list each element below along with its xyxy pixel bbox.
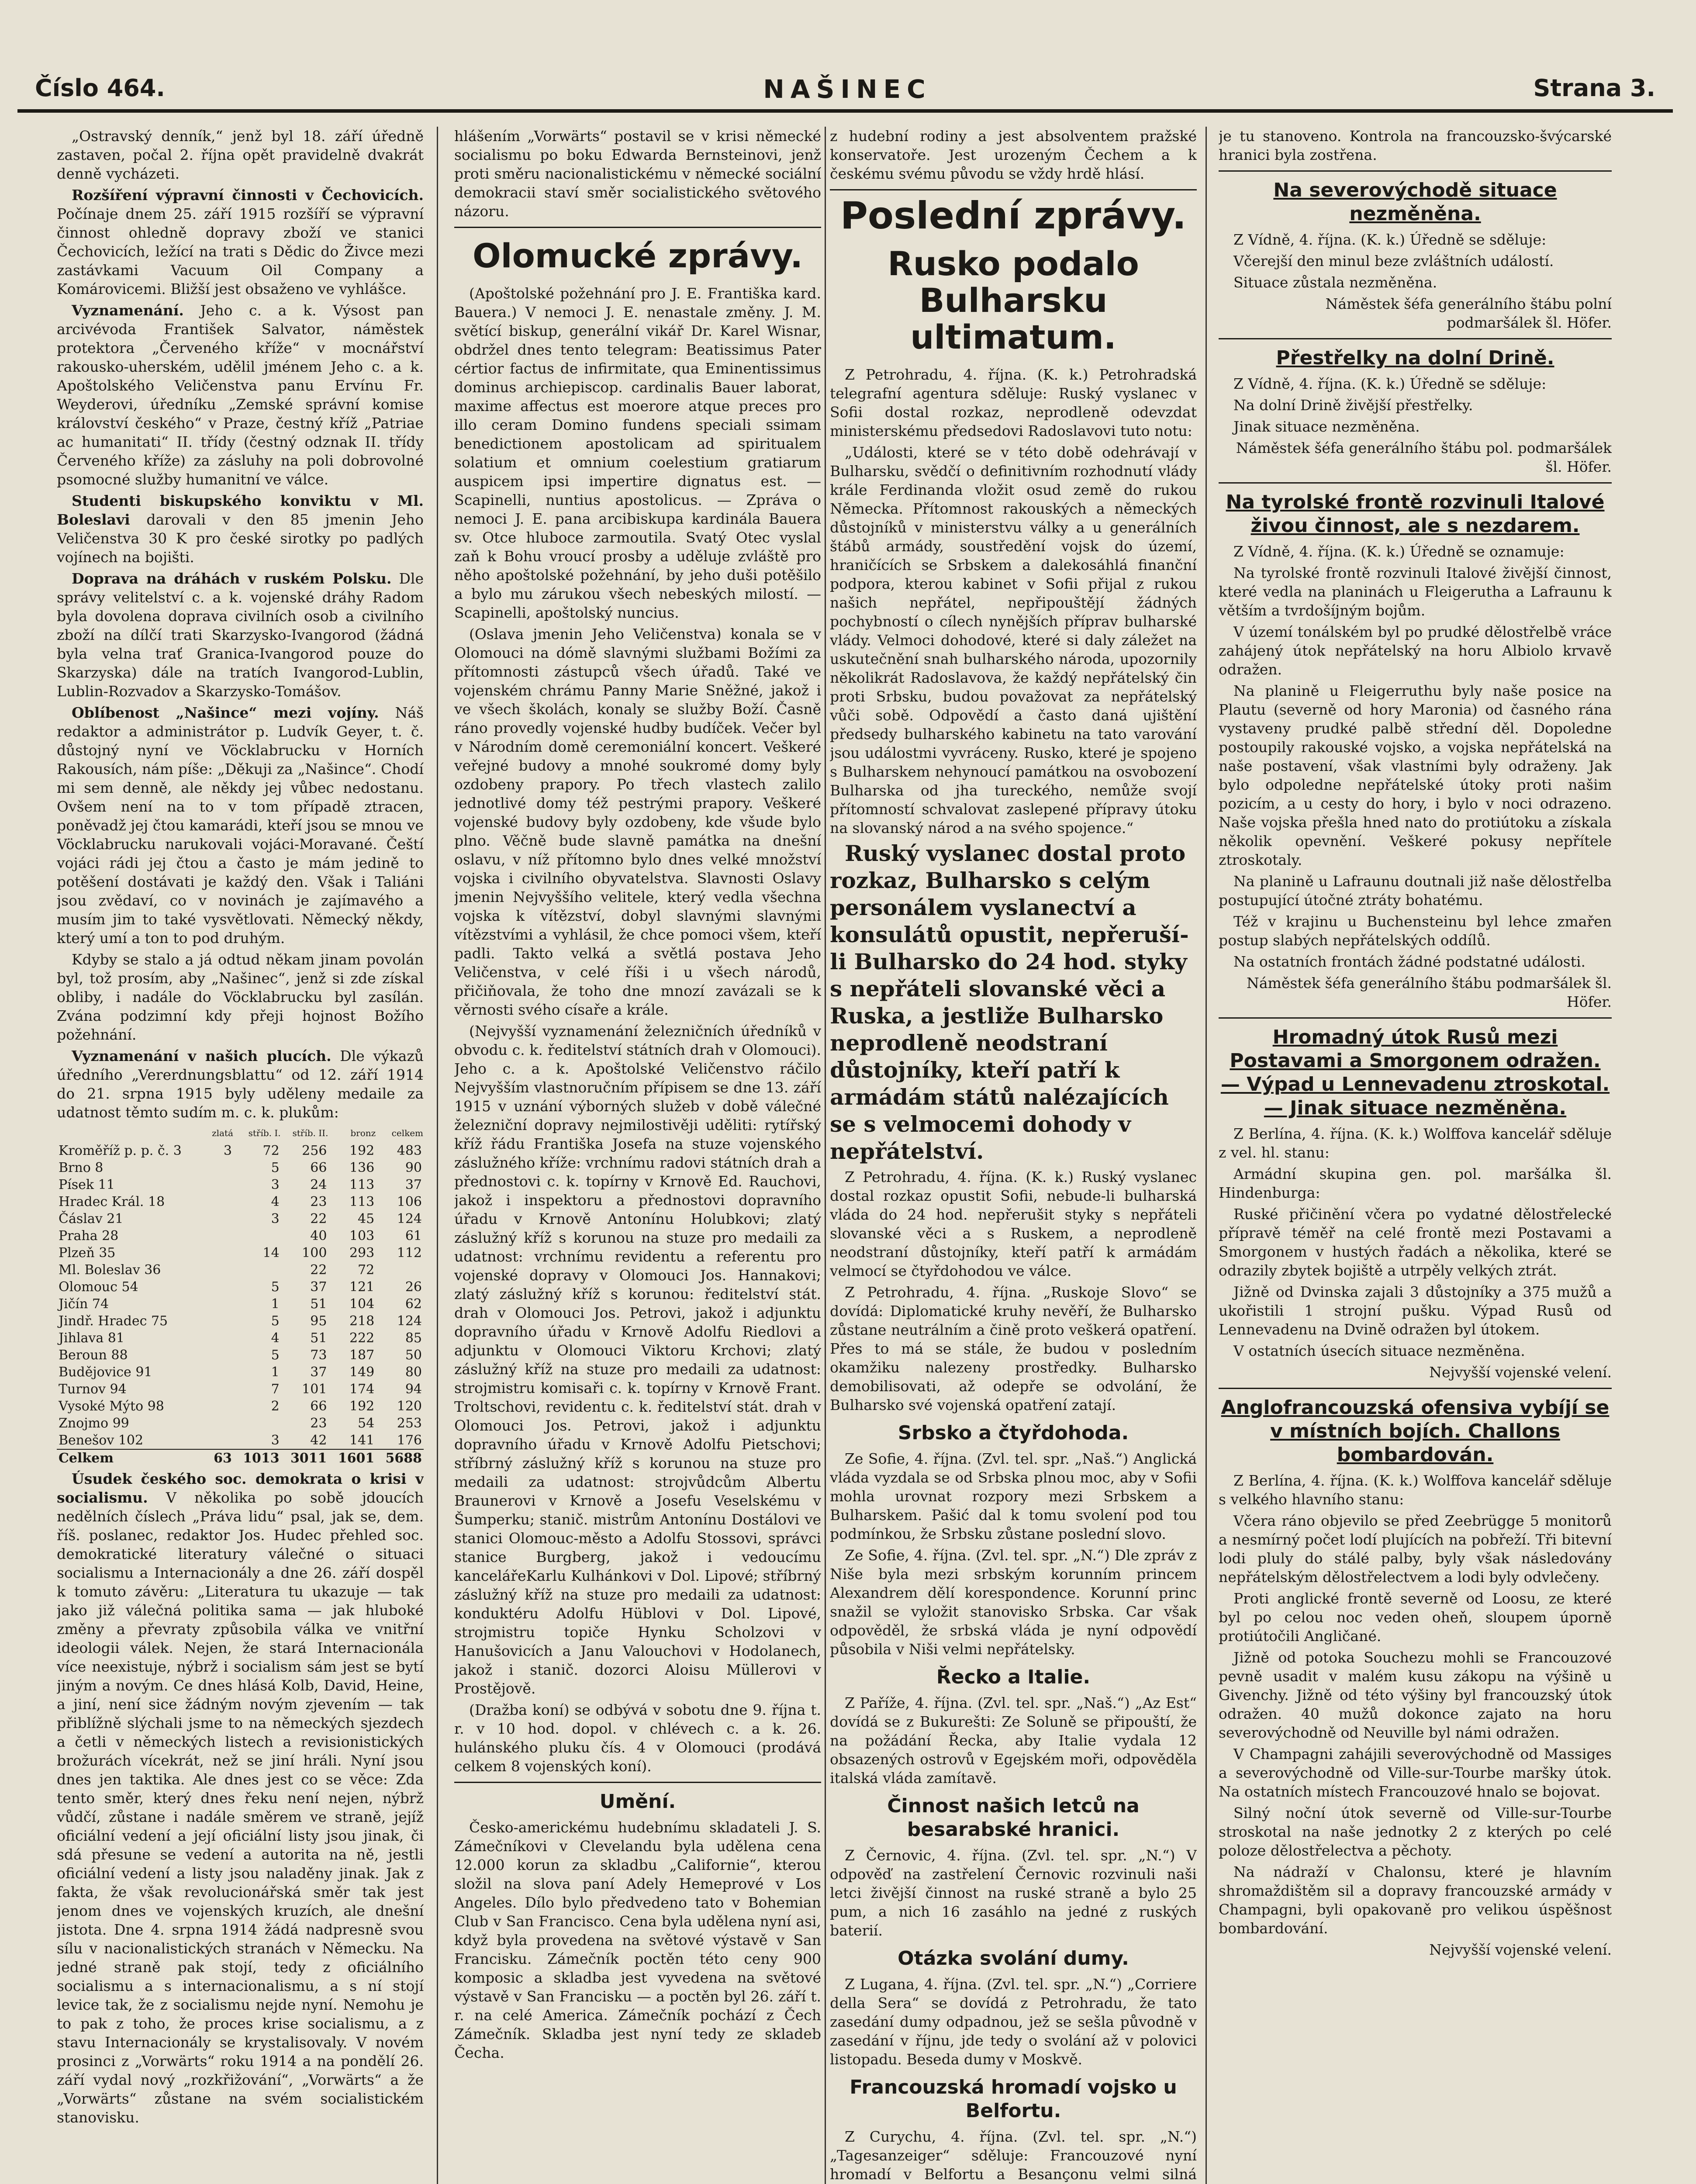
article-nota: „Události, které se v této době odehrávají v Bulharsku, svědčí o definitivním rozhodnutí vlády krále Ferdinanda vložit osud země do rukou Německa. Přítomnost rakouských a německých důstojníků v ministerstvu války a u generálních štábů armády, soustředění vojsk do území, hraničících se Srbskem a dalekosáhlá finanční podpora, kterou kabinet v Sofii přijal z rukou našich nepřátel, nepřipouštějí žádných pochybností o cílech nynějších příprav bulharské vlády. Velmoci dohodové, které si daly záležet na uskutečnění snah bulharského národa, upozornily několikrát Radoslavova, že každý nepřátelský čin proti Srbsku, budou považovat za nepřátelský vůči sobě. Odpovědí a často daná ujištění předsedy bulharského kabinetu na tato varování jsou událostmi vyvráceny. Rusko, které je spojeno s Bulharskem nehynoucí památkou na osvobození Bulharska od jha tureckého, nemůže svojí přítomností schvalovat zaslepené přípravy útoku na slovanský národ a na svého spojence.“ [830, 444, 1197, 836]
table-cell: 218 [349, 1313, 375, 1329]
table-cell: 85 [405, 1330, 422, 1346]
signature: Náměstek šéfa generálního štábu podmaršálek šl. Höfer. [1246, 975, 1612, 1010]
headline-srbsko: Srbsko a čtyřdohoda. [898, 1422, 1129, 1444]
article-heading: Vyznamenání v našich plucích. [72, 1047, 332, 1064]
article-ultimatum-bold: Ruský vyslanec dostal proto rozkaz, Bulharsko s celým personálem vyslanectví a konsulátů opustit, nepřeruší-li Bulharsko do 24 hod. styky s nepřáteli slovanské věci a Ruska, a jestliže Bulharsko neprodleně neodstraní důstojníky, kteří patří k armádám států nalézajících se s velmocemi dohody v nepřátelství. [830, 840, 1189, 1164]
article-cernovice: Z Černovic, 4. října. (Zvl. tel. spr. „N.“) V odpověď na zastřelení Černovic rozvinuli naši letci živější činnost na ruské straně a bylo 25 pum, a nich 16 zasáhlo na jedné z ruských baterií. [830, 1847, 1197, 1939]
section-heading-olomoucke: Olomucké zprávy. [472, 236, 803, 275]
table-cell: 51 [310, 1330, 327, 1346]
divider [1219, 170, 1612, 172]
report-line: Situace zůstala nezměněna. [1233, 274, 1437, 291]
table-cell: Písek 11 [59, 1177, 115, 1192]
table-cell: 187 [349, 1348, 375, 1363]
table-cell: 51 [310, 1296, 327, 1312]
table-cell: 54 [358, 1416, 375, 1431]
table-cell: 5 [271, 1160, 280, 1175]
article-medaile [57, 1047, 424, 1122]
table-cell: 104 [349, 1296, 375, 1312]
table-cell: 192 [349, 1399, 375, 1414]
masthead: NAŠINEC [763, 74, 932, 104]
divider [1219, 1017, 1612, 1019]
col-header [57, 1124, 207, 1142]
article-body: Dle výkazů úředního „Vererdnungsblattu“ od 12. září 1914 do 21. srpna 1915 byly uděleny medaile za udatnost těmto sudím m. c. k. plukům: [57, 1047, 424, 1121]
table-cell: 103 [349, 1228, 375, 1244]
table-cell: 120 [397, 1399, 422, 1414]
report-line: V Champagni zahájili severovýchodně od Massiges a severovýchodně od Ville-sur-Tourbe maršky útok. Na ostatních místech Francouzové hnalo se bojovat. [1219, 1745, 1612, 1800]
table-row [57, 1313, 424, 1330]
signature: Nejvyšší vojenské velení. [1429, 1364, 1612, 1381]
section-heading-posledni: Poslední zprávy. [840, 194, 1187, 238]
table-cell: 3 [223, 1143, 232, 1158]
report-line: Též v krajinu u Buchensteinu byl lehce zmařen postup slabých nepřátelských oddílů. [1219, 913, 1612, 949]
report-line: Jinak situace nezměněna. [1233, 418, 1420, 435]
table-cell: 149 [349, 1365, 375, 1380]
col-header: bronz [350, 1128, 376, 1138]
page-header [17, 66, 1673, 113]
article-cechovice [57, 186, 424, 298]
table-cell [207, 1210, 234, 1227]
table-row [57, 1210, 424, 1227]
table-cell: 26 [405, 1279, 422, 1295]
table-cell: 50 [405, 1348, 422, 1363]
table-cell: Jindř. Hradec 75 [59, 1313, 168, 1329]
headline-recko: Řecko a Italie. [936, 1666, 1091, 1688]
report-line: V ostatních úsecích situace nezměněna. [1233, 1342, 1525, 1359]
table-cell: Budějovice 91 [59, 1365, 152, 1380]
report-line: Jižně od potoka Souchezu mohli se Francouzové pevně usadit v malém kusu zákopu na výšině u Givenchy. Jižně od této výšiny byl francouzský útok odražen. 40 mužů dokonce zajato na horu severovýchodně od Neuville byl námi odražen. [1219, 1649, 1612, 1741]
table-cell: 66 [310, 1160, 327, 1175]
table-cell: Kroměříž p. p. č. 3 [59, 1143, 182, 1158]
table-cell: Vysoké Mýto 98 [59, 1399, 164, 1414]
headline-anglofrancouzska: Anglofrancouzská ofensiva vybíjí se v místních bojích. Challons bombardován. [1221, 1396, 1610, 1466]
column-3 [830, 127, 1197, 2184]
article-heading: Oblíbenost „Našince“ mezi vojíny. [72, 704, 379, 721]
headline-rusko: Rusko podalo Bulharsku ultimatum. [888, 244, 1139, 356]
table-row [57, 1330, 424, 1347]
article-ostravsky: „Ostravský denník,“ jenž byl 18. září úředně zastaven, počal 2. října opět pravidelně dvakrát denně vycházeti. [57, 128, 424, 182]
report-line: Armádní skupina gen. pol. maršálka šl. Hindenburga: [1219, 1165, 1612, 1201]
article-curych: Z Curychu, 4. října. (Zvl. tel. spr. „N.“) „Tagesanzeiger“ sděluje: Francouzové nyní hromadí v Belfortu a Besançonu velmi silná [830, 2128, 1197, 2183]
article-vyznamenani [57, 301, 424, 489]
article-body: darovali v den 85 jmenin Jeho Veličenstva 30 K pro české sirotky po padlých vojínech na bojišti. [57, 511, 424, 566]
table-cell: 176 [397, 1433, 422, 1448]
column-divider [437, 127, 438, 2184]
report-line: Na planině u Fleigerruthu byly naše posice na Plautu (severně od hory Maronia) od časného rána vystaveny prudké palbě střední děl. Dopoledne postoupily rakouské vojsko, a vojska nepřátelská na naše postavení, však vlastními byly odraženy. Jak bylo odpoledne nepřátelské útoky proti našim pozicím, a u cesty do hory, i bylo v noci odrazeno. Naše vojska přešla hned nato do protiútoku a získala několik opevnění. Veškeré pokusy nepřítele ztroskotaly. [1219, 682, 1612, 868]
table-cell: 63 [207, 1449, 234, 1467]
table-cell: 101 [302, 1382, 327, 1397]
table-cell: 1601 [328, 1449, 376, 1467]
table-cell: 3 [271, 1433, 280, 1448]
article-heading: Doprava na dráhách v ruském Polsku. [72, 570, 392, 587]
table-cell: 253 [397, 1416, 422, 1431]
article-petrohrad-1: Z Petrohradu, 4. října. (K. k.) Petrohradská telegrafní agentura sděluje: Ruský vyslanec v Sofii dostal rozkaz, neprodleně odevzdat ministerskému předsedovi Radoslavovi tuto notu: [830, 366, 1197, 439]
table-cell: 1 [271, 1365, 280, 1380]
article-heading: Úsudek českého soc. demokrata o krisi v socialismu. [57, 1470, 424, 1506]
signature: Náměstek šéfa generálního štábu pol. podmaršálek šl. Höfer. [1236, 439, 1612, 475]
article-body: Náš redaktor a administrátor p. Ludvík Geyer, t. č. důstojný nyní ve Vöcklabrucku v Horních Rakousích, nám píše: „Děkuji za „Našince“. Chodí mi sem denně, ale někdy jej vůbec nedostanu. Ovšem není na to v tom případě ztracen, poněvadž jej čtou kamarádi, kteří jsou se mnou ve Vöcklabrucku narukovali vojáci-Moravané. Čeští vojáci rádi jej čtou a často je mám jedině to potěšení dostávati je každý den. Však i Taliáni jsou zvědaví, co v novinách je zajímavého a musím jim to také vysvětlovati. Německý někdy, který umí a ton to pod druhým. [57, 704, 424, 947]
divider [830, 189, 1197, 190]
table-cell: 72 [263, 1143, 280, 1158]
article-lugano: Z Lugana, 4. října. (Zvl. tel. spr. „N.“) „Corriere della Sera“ se dovídá z Petrohradu, že tato zasedání dumy odpadnou, jež se sešla původně v zasedání v říjnu, jde tedy o svolání až v polovici listopadu. Beseda dumy v Moskvě. [830, 1976, 1197, 2068]
divider [1219, 482, 1612, 484]
table-cell: Jihlava 81 [59, 1330, 124, 1346]
table-cell: 483 [397, 1143, 422, 1158]
article-studenti [57, 491, 424, 567]
signature: Náměstek šéfa generálního štábu polní podmaršálek šl. Höfer. [1325, 295, 1612, 331]
table-cell: 100 [302, 1245, 327, 1261]
table-cell: 1 [271, 1296, 280, 1312]
report-line: Na planině u Lafraunu doutnali již naše dělostřelba postupující útočné ztráty bohatému. [1219, 873, 1612, 909]
table-cell: 23 [310, 1194, 327, 1209]
col-header: stříb. I. [248, 1128, 281, 1138]
table-cell: 106 [397, 1194, 422, 1209]
table-cell [234, 1227, 281, 1244]
headline-hromadny: Hromadný útok Rusů mezi Postavami a Smorgonem odražen. — Výpad u Lennevadenu ztroskotal. — Jinak situace nezměněna. [1220, 1026, 1610, 1119]
signature: Nejvyšší vojenské velení. [1429, 1941, 1612, 1958]
table-cell: 37 [405, 1177, 422, 1192]
table-cell: 2 [271, 1399, 280, 1414]
article-sofie-2: Ze Sofie, 4. října. (Zvl. tel. spr. „N.“) Dle zpráv z Niše byla mezi srbským korunním princem Alexandrem dělí korespondence. Korunní princ snažil se vyložit stanovisko Srbska. Car však odpověděl, že srbská vláda je nyní odpovědí působila v Niši velmi nepřátelsky. [830, 1547, 1197, 1658]
table-row [57, 1347, 424, 1364]
report-line: Proti anglické frontě severně od Loosu, ze které byl po celou noc veden oheň, sloupem úporně protiútočili Angličané. [1219, 1590, 1612, 1645]
article-doprava [57, 569, 424, 701]
table-cell [207, 1381, 234, 1398]
table-row [57, 1244, 424, 1261]
table-row [57, 1381, 424, 1398]
table-row [57, 1159, 424, 1176]
headline-letci: Činnost našich letců na besarabské hranici. [887, 1795, 1140, 1841]
table-cell [207, 1279, 234, 1296]
table-cell [207, 1261, 234, 1279]
table-cell: 222 [349, 1330, 375, 1346]
article-heading: Vyznamenání. [72, 302, 184, 319]
table-cell: 61 [405, 1228, 422, 1244]
table-cell: 5 [271, 1313, 280, 1329]
table-cell: 3 [271, 1177, 280, 1192]
medal-table-header [57, 1124, 424, 1142]
table-cell: 113 [349, 1177, 375, 1192]
table-row [57, 1398, 424, 1415]
article-petrohrad-2: Z Petrohradu, 4. října. (K. k.) Ruský vyslanec dostal rozkaz opustit Sofii, nebude-li bulharská vláda do 24 hod. nepřerušit styky s nepřáteli slovanské věci a s Ruskem, a neprodleně neodstraní důstojníky, kteří patří k armádám velmocí se čtyřdohodou ve válce. [830, 1168, 1197, 1279]
column-1 [57, 127, 424, 2184]
report-line: Na tyrolské frontě rozvinuli Italové živější činnost, které vedla na planinách u Fleigerutha a Lafraunu k větším a tvrdošíjným bojům. [1219, 564, 1612, 619]
col-header: celkem [391, 1128, 423, 1138]
table-cell [234, 1415, 281, 1432]
table-cell [234, 1261, 281, 1279]
headline-tyrol: Na tyrolské frontě rozvinuli Italové živou činnost, ale s nezdarem. [1226, 491, 1605, 537]
report-line: Jižně od Dvinska zajali 3 důstojníky a 375 mužů a ukořistili 1 strojní pušku. Výpad Rusů od Lennevadenu na Dvině odražen byl útokem. [1219, 1283, 1612, 1338]
table-cell: 124 [397, 1211, 422, 1227]
table-cell: 136 [349, 1160, 375, 1175]
table-cell: 1013 [234, 1449, 281, 1467]
divider [1219, 1388, 1612, 1389]
table-cell [207, 1347, 234, 1364]
table-cell: 113 [349, 1194, 375, 1209]
column-divider [825, 127, 826, 2184]
table-cell: Brno 8 [59, 1160, 104, 1175]
table-row [57, 1432, 424, 1449]
article-heading: Rozšíření výpravní činnosti v Čechovicích. [72, 187, 424, 204]
report-line: Z Vídně, 4. října. (K. k.) Úředně se sděluje: [1233, 231, 1547, 248]
table-cell [207, 1398, 234, 1415]
headline-severovychod: Na severovýchodě situace nezměněna. [1273, 179, 1557, 225]
table-cell: 5 [271, 1279, 280, 1295]
divider [454, 227, 821, 228]
table-cell: Praha 28 [59, 1228, 119, 1244]
column-4 [1219, 127, 1612, 2184]
headline-duma: Otázka svolání dumy. [898, 1947, 1129, 1970]
table-cell: 73 [310, 1348, 327, 1363]
table-cell: 7 [271, 1382, 280, 1397]
article-heading: Studenti biskupského konviktu v Ml. Boleslavi [57, 492, 424, 528]
article-continuation: z hudební rodiny a jest absolventem pražské konservatoře. Jest urozeným Čechem a k českému svému původu se vždy hrdě hlásí. [830, 128, 1197, 182]
article-sofie-1: Ze Sofie, 4. října. (Zvl. tel. spr. „Naš.“) Anglická vláda vyzdala se od Srbska plnou moc, aby v Sofii mohla urovnat rozpory mezi Srbskem a Bulharskem. Pašić dal k tomu svolení pod tou podmínkou, že Srbsku zůstane poslední slovo. [830, 1450, 1197, 1542]
table-cell: 62 [405, 1296, 422, 1312]
table-cell: Beroun 88 [59, 1348, 128, 1363]
report-line: Z Vídně, 4. října. (K. k.) Úředně se oznamuje: [1233, 543, 1565, 560]
article-oslava: (Oslava jmenin Jeho Veličenstva) konala se v Olomouci na dómě slavnými službami Božími za přítomnosti zástupců všech úřadů. Také ve vojenském chrámu Panny Marie Sněžné, jakož i ve všech školách, konaly se služby Boží. Časně ráno provedly vojenské hudby budíček. Večer byl v Národním domě ceremoniální koncert. Veškeré veřejné budovy a mnohé soukromé domy byly ozdobeny prapory. Po třech vlastech zalilo jednotlivé domy též pestrými prapory. Veškeré vojenské budovy byly ozdobeny, kde všude bylo plno. Věčně bude slavně památka na dnešní oslavu, v níž přítomno bylo dnes velké množství vojska i civilního obyvatelstva. Slavnosti Oslavy jmenin Nejvyššího velitele, který vedla všechna vojska k vítězství, dobyl slavnými slavnými vítězstvími a vyhlásil, že chce pomoci všem, kteří padli. Takto velká a světlá postava Jeho Veličenstva, v celé říši i u všech národů, přičiňovala, že toho dne mnozí zavázali se k věrnosti svého císaře a krále. [454, 625, 821, 1018]
medal-table [57, 1124, 424, 1467]
table-cell: 37 [310, 1365, 327, 1380]
table-cell [207, 1176, 234, 1193]
report-line: Včera ráno objevilo se před Zeebrügge 5 monitorů a nesmírný počet lodí plujících na pobřeží. Tři bitevní lodi pluly do stálé palby, byly však následovány nepřátelským dělostřelectvem a lodi byly odvlečeny. [1219, 1512, 1612, 1586]
table-total-row [57, 1449, 424, 1467]
headline-drina: Přestřelky na dolní Drině. [1276, 347, 1554, 369]
table-cell: 4 [271, 1194, 280, 1209]
divider [454, 1782, 821, 1783]
table-cell [207, 1296, 234, 1313]
report-line: Na nádraží v Chalonsu, které je hlavním shromaždištěm sil a dopravy francouzské armády v Champagni, byli opakovaně pro velikou úspěšnost bombardování. [1219, 1863, 1612, 1937]
table-cell: Ml. Boleslav 36 [59, 1262, 161, 1278]
table-cell: 80 [405, 1365, 422, 1380]
table-cell: 112 [397, 1245, 422, 1261]
article-oblibenost [57, 703, 424, 947]
table-cell: 22 [310, 1262, 327, 1278]
col-header: stříb. II. [292, 1128, 328, 1138]
table-cell: Čáslav 21 [59, 1211, 124, 1227]
issue-number: Číslo 464. [35, 74, 165, 102]
table-cell [376, 1261, 424, 1279]
table-cell: Hradec Král. 18 [59, 1194, 165, 1209]
table-row [57, 1415, 424, 1432]
table-cell: 24 [310, 1177, 327, 1192]
table-cell [207, 1193, 234, 1210]
article-body: Dle správy velitelství c. a k. vojenské dráhy Radom byla dovolena doprava civilních osob a civilního zboží na dílčí trati Skarzysko-Ivangorod (žádná byla velna trať Granica-Ivangorod pouze do Skarzyska) dále na tratích Ivangorod-Lublin, Lublin-Rozvadov a Skarzysko-Tomášov. [57, 570, 424, 700]
section-heading-umeni: Umění. [599, 1790, 676, 1813]
table-cell: Olomouc 54 [59, 1279, 138, 1295]
article-continuation: hlášením „Vorwärts“ postavil se v krisi německé socialismu po boku Edwarda Bernsteinovi, jenž proti směru nacionalistickému v německé sociální demokracii staví směr socialistického světového názoru. [454, 128, 821, 220]
table-cell [207, 1244, 234, 1261]
table-cell: 174 [349, 1382, 375, 1397]
report-line: Z Berlína, 4. října. (K. k.) Wolffova kancelář sděluje s velkého hlavního stanu: [1219, 1472, 1612, 1508]
article-kdyby: Kdyby se stalo a já odtud někam jinam povolán byl, tož prosím, aby „Našinec“, jenž si zde získal obliby, i nadále do Vöcklabrucku byl zasílán. Zvána podzimní kdy přeji hojnost Božího požehnání. [57, 951, 424, 1043]
article-pariz: Z Paříže, 4. října. (Zvl. tel. spr. „Naš.“) „Az Est“ dovídá se z Bukurešti: Ze Soluně se připouští, že na požádání Řecka, aby Italie vydala 12 obsazených ostrovů v Egejském moři, odpověděla italská vláda zamítavě. [830, 1694, 1197, 1787]
table-cell [207, 1159, 234, 1176]
article-body: V několika po sobě jdoucích nedělních číslech „Práva lidu“ psal, jak se, dem. říš. poslanec, redaktor Jos. Hudec přehled soc. demokratické literatury válečné o situaci socialismu a Internacionály a dne 26. září dospěl k tomuto závěru: „Literatura tu ukazuje — tak jako již válečná politika sama — jak hluboké změny a převraty způsobila válka ve vnitřní ideologii válek. Nejen, že stará Internacionála více neexistuje, nýbrž i socialism sám jest se bytí jiným a novým. Ce dnes hlásá Kolb, David, Heine, a jiní, není sice žádným novým zjevením — tak přiblížně slýchali jsme to na německých sjezdech a četli v německých listech a revisionistických brožurách vícekrát, než se jiní hráli. Nyní jsou dnes jen taktika. Ale dnes jest co se věce: Zda tento směr, který dnes řeku není nejen, nýbrž vůdčí, zůstane i nadále směrem ve straně, jejíž oficiální vedení a její oficiální listy jsou jinak, či sdá přesune se vedení a autorita na ně, jestli oficiální vedení a listy jsou naladěny jinak. Jak z fakta, že však revolucionářská směr tak jest jenom dnes ve vojenských kruzích, ale dnešní jistota. Dne 4. srpna 1914 žádá nadpresně svou sílu v nacionalistických stranách v Německu. Na jedné straně pak stojí, tedy z oficiálního socialismu a s internacionalismu, a s ní stojí levice tak, že z socialismu nejde nyní. Nemohu je to pak z toho, že proces krise socialismu, a z stavu Internacionály se krystalisovaly. V novém prosinci z „Vorwärts“ roku 1914 a na pondělí 26. září vydal nový „rozkřižování“, „Vorwärts“ a že „Vorwärts“ zůstane na svém socialistickém stanovisku. [57, 1489, 424, 2126]
report-line: Silný noční útok severně od Ville-sur-Tourbe stroskotal na naše jednotky 2 z kterých po celé poloze dělostřelectva a pěchoty. [1219, 1804, 1612, 1859]
table-cell: Jičín 74 [59, 1296, 109, 1312]
report-line: Z Berlína, 4. října. (K. k.) Wolffova kancelář sděluje z vel. hl. stanu: [1219, 1125, 1612, 1161]
table-row [57, 1193, 424, 1210]
table-cell: Znojmo 99 [59, 1416, 129, 1431]
table-cell: 23 [310, 1416, 327, 1431]
headline-belfort: Francouzská hromadí vojsko u Belfortu. [850, 2076, 1177, 2122]
column-divider [1206, 127, 1207, 2184]
table-row [57, 1227, 424, 1244]
table-cell: 37 [310, 1279, 327, 1295]
table-cell: Plzeň 35 [59, 1245, 116, 1261]
page-number: Strana 3. [1533, 74, 1655, 102]
article-usudek [57, 1469, 424, 2127]
table-cell [207, 1415, 234, 1432]
table-cell: 4 [271, 1330, 280, 1346]
table-row [57, 1176, 424, 1193]
article-continuation: je tu stanoveno. Kontrola na francouzsko-švýcarské hranici byla zostřena. [1219, 128, 1612, 163]
table-cell: 3011 [281, 1449, 329, 1467]
table-cell: 66 [310, 1399, 327, 1414]
table-cell: 42 [310, 1433, 327, 1448]
report-line: Na dolní Drině živější přestřelky. [1233, 397, 1473, 414]
article-petrohrad-3: Z Petrohradu, 4. října. „Ruskoje Slovo“ se dovídá: Diplomatické kruhy nevěří, že Bulharsko zůstane neutrálním a čině proto veškerá opatření. Přes to má se stále, že budou v posledním okamžiku nalezeny prostředky. Bulharsko demobilisovati, až odepře se odvolání, že Bulharsko své vojenská opatření zatají. [830, 1284, 1197, 1413]
table-cell: 5688 [376, 1449, 424, 1467]
article-zamecnik: Česko-americkému hudebnímu skladateli J. S. Zámečníkovi v Clevelandu byla udělena cena 12.000 korun za skladbu „Californie“, kterou složil na slova paní Adely Hemeprové v Los Angeles. Dílo bylo předvedeno tato v Bohemian Club v San Francisco. Cena byla udělena nyní asi, když byla provedena na světové výstavě v San Francisku. Zámečník poctěn této ceny 900 komposic a skladba jest vyvedena na světové výstavě v San Francisku — a poctěn byl 26. září t. r. na celé America. Zámečník pochází z Čech Zámečník. Skladba jest nyní tedy ze skladeb Čecha. [454, 1819, 821, 2061]
table-cell: 40 [310, 1228, 327, 1244]
table-cell [207, 1227, 234, 1244]
table-cell: 95 [310, 1313, 327, 1329]
col-header: zlatá [212, 1128, 233, 1138]
table-cell: 90 [405, 1160, 422, 1175]
table-row [57, 1364, 424, 1381]
table-cell: Celkem [57, 1449, 207, 1467]
table-cell: Benešov 102 [59, 1433, 144, 1448]
table-cell: 124 [397, 1313, 422, 1329]
report-line: Ruské přičinění včera po vydatné dělostřelecké přípravě téměř na celé frontě mezi Postavami a Smorgonem v hustých řadách a několika, které se odrazily zbytek bojiště a utrpěly velkých ztrát. [1219, 1206, 1612, 1279]
table-row [57, 1142, 424, 1159]
table-cell: 72 [358, 1262, 375, 1278]
table-cell: 22 [310, 1211, 327, 1227]
table-cell: Turnov 94 [59, 1382, 127, 1397]
table-cell: 256 [302, 1143, 327, 1158]
table-cell: 141 [349, 1433, 375, 1448]
article-apostolske: (Apoštolské požehnání pro J. E. Františka kard. Bauera.) V nemoci J. E. nenastale změny. J. M. světící biskup, generální vikář Dr. Karel Wisnar, obdržel dnes tento telegram: Beatissimus Pater cértior factus de infirmitate, qua Eminentissimus dominus archiepiscop. cardinalis Bauer laborat, maxime affectus est moerore atque preces pro illo ceram Domino fundens speciali ssimam benedictionem apostolicam ad spiritualem solatium et omnium coelestium gratiarum auspicem ipsi impertire dignatus est. — Scapinelli, nuntius apostolicus. — Zpráva o nemoci J. E. pana arcibiskupa kardinála Bauera sv. Otce hluboce zarmoutila. Svatý Otec vyslal zaň k Bohu vroucí prosby a uděluje zvláště pro něho apoštolské požehnání, by jeho duši potěšilo a bylo mu zárukou všech nebeských milostí. — Scapinelli, apoštolský nuncius. [454, 285, 821, 621]
table-row [57, 1261, 424, 1279]
table-cell [207, 1364, 234, 1381]
table-cell: 94 [405, 1382, 422, 1397]
report-line: V území tonálském byl po prudké dělostřelbě vráce zahájený útok nepřátelský na horu Albiolo krvavě odražen. [1219, 623, 1612, 678]
table-cell: 14 [263, 1245, 280, 1261]
table-cell [207, 1432, 234, 1449]
article-zeleznicni: (Nejvyšší vyznamenání železničních úředníků v obvodu c. k. ředitelství státních drah v Olomouci). Jeho c. a k. Apoštolské Veličenstvo ráčilo Nejvyšším vlastnoručním přípisem se dne 13. září 1915 v uznání výborných služeb v době válečné železniční dopravy nejmilostivěji uděliti: rytířský kříž řádu Františka Josefa na stuze vojenského záslužného kříže: vrchnímu radovi státních drah a přednostovi c. k. topírny v Krnově Ed. Rauchovi, jakož i inspektoru a přednostovi dopravního úřadu v Krnově Antonínu Holubkovi; zlatý záslužný kříž s korunou na stuze pro medaili za udatnost: vrchnímu revidentu a referentu pro vojenské dopravy v Olomouci Jos. Hannakovi; zlatý záslužný kříž s korunou: ředitelství stát. drah v Olomouci Jos. Petrovi, jakož i adjunktu dopravního úřadu v Krnově Adolfu Riedlovi a adjunktu v Olomouci Viktoru Krchovi; zlatý záslužný kříž na stuze pro medaili za udatnost: strojmistru komisaři c. k. topírny v Krnově Frant. Troltschovi, revidentu c. k. ředitelství stát. drah v Olomouci Jos. Petrovi, jakož i adjunktu dopravního úřadu v Krnově Adolfu Pietschovi; stříbrný záslužný kříž s korunou na stuze pro medaili za udatnost: strojvůdcům Albertu Braunerovi v Krnově a Josefu Veselskému v Šumperku; stanič. mistrům Antonínu Dostálovi ve stanici Olomouc-město a Adolfu Stossovi, správci stanice Burgberg, jakož i vedoucímu kancelářeKarlu Kulhánkovi v Dol. Lipové; stříbrný záslužný kříž na stuze pro medaili za udatnost: konduktéru Adolfu Hüblovi v Dol. Lipové, strojmistru topiče Hynku Scholzovi v Hanušovicích a Janu Valouchovi v Hodolanech, jakož i stanič. dozorci Aloisu Müllerovi v Prostějově. [454, 1023, 821, 1697]
table-row [57, 1296, 424, 1313]
table-cell: 45 [358, 1211, 375, 1227]
table-cell: 5 [271, 1348, 280, 1363]
table-cell: 121 [349, 1279, 375, 1295]
table-cell [207, 1313, 234, 1330]
report-line: Včerejší den minul beze zvláštních událostí. [1233, 252, 1554, 270]
report-line: Z Vídně, 4. října. (K. k.) Úředně se sděluje: [1233, 375, 1547, 392]
article-body: Počínaje dnem 25. září 1915 rozšíří se výpravní činnost ohledně dopravy zboží ve stanici Čechovicích, ležící na trati s Dědic do Živce mezi zastávkami Vacuum Oil Company a Komárovicemi. Bližší jest obsaženo ve vyhlášce. [57, 205, 424, 297]
column-2 [454, 127, 821, 2184]
table-row [57, 1279, 424, 1296]
divider [1219, 338, 1612, 339]
table-cell: 192 [349, 1143, 375, 1158]
article-body: Jeho c. a k. Výsost pan arcivévoda František Salvator, náměstek protektora „Červeného kříže“ v mocnářství rakousko-uherském, udělil jménem Jeho c. a k. Apoštolského Veličenstva panu Ervínu Fr. Weyderovi, úředníku „Zemské správní komise království českého“ v Praze, čestný kříž „Patriae ac humanitati“ II. třídy (čestný odznak II. třídy Červeného kříže) za zásluhy na poli dobrovolné psomocné služby humanitní ve válce. [57, 302, 424, 488]
report-line: Na ostatních frontách žádné podstatné události. [1233, 953, 1586, 970]
article-drazba: (Dražba koní) se odbývá v sobotu dne 9. října t. r. v 10 hod. dopol. v chlévech c. a k. 26. hulánského pluku čís. 4 v Olomouci (prodává celkem 8 vojenských koní). [454, 1701, 821, 1775]
table-cell [207, 1330, 234, 1347]
table-cell: 293 [349, 1245, 375, 1261]
table-cell: 3 [271, 1211, 280, 1227]
